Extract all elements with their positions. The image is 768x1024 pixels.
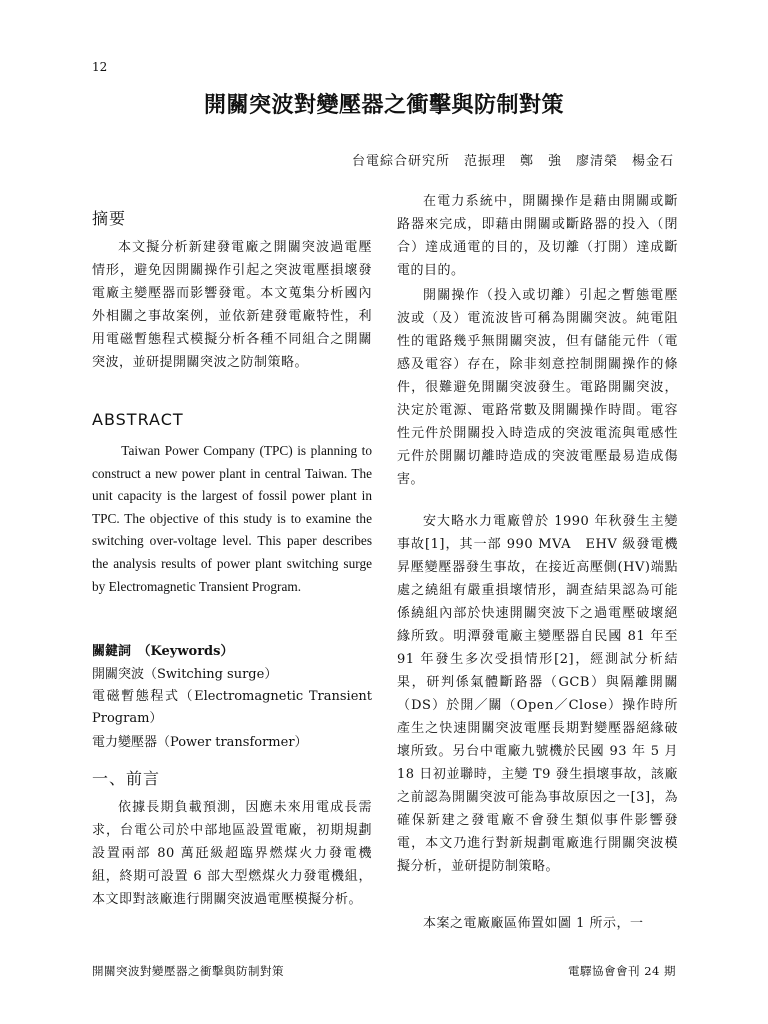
abstract-zh-heading: 摘要: [92, 209, 127, 228]
keyword-item: 電磁暫態程式（Electromagnetic Transient Program）: [92, 689, 372, 726]
intro-text: 依據長期負載預測，因應未來用電成長需求，台電公司於中部地區設置電廠，初期規劃設置兩部 80 萬瓩級超臨界燃煤火力發電機組，終期可設置 6 部大型燃煤火力發電機組，本文即對該廠進行開關突波過電壓模擬分析。: [92, 800, 372, 907]
abstract-en-text: Taiwan Power Company (TPC) is planning to construct a new power plant in central Taiwan. The unit capacity is the largest of fossil power plant in TPC. The objective of this study is to examine the switching over-voltage level. This paper describes the analysis results of power plant switching surge by Electromagnetic Transient Program.: [92, 443, 372, 594]
page-number: 12: [92, 60, 108, 74]
abstract-zh-text: 本文擬分析新建發電廠之開關突波過電壓情形，避免因開關操作引起之突波電壓損壞發電廠主變壓器而影響發電。本文蒐集分析國內外相關之事故案例，並依新建發電廠特性，利用電磁暫態程式模擬分析各種不同組合之開關突波，並研提開關突波之防制策略。: [92, 240, 372, 370]
author-line: 台電綜合研究所 范振理 鄭 強 廖清榮 楊金石: [351, 154, 674, 169]
body-paragraph: 安大略水力電廠曾於 1990 年秋發生主變事故[1]，其一部 990 MVA EHV 級發電機昇壓變壓器發生事故，在接近高壓側(HV)端點處之繞組有嚴重損壞情形，調查結果認為可能係繞組內部於快速開關突波下之過電壓破壞絕緣所致。明潭發電廠主變壓器自民國 81 年至 91 年發生多次受損情形[2]，經測試分析結果，研判係氣體斷路器（GCB）與隔離開關（DS）於開／關（Open／Close）操作時所產生之快速開關突波電壓長期對變壓器絕緣破壞所致。另台中電廠九號機於民國 93 年 5 月 18 日初並聯時，主變 T9 發生損壞事故，該廠之前認為開關突波可能為事故原因之一[3]，為確保新建之發電廠不會發生類似事件影響發電，本文乃進行對新規劃電廠進行開關突波模擬分析，並研提防制策略。: [397, 514, 678, 874]
body-paragraph: 本案之電廠廠區佈置如圖 1 所示，一: [423, 916, 644, 931]
keyword-item: 開關突波（Switching surge）: [92, 667, 278, 682]
intro-heading: 一、前言: [92, 769, 161, 788]
body-paragraph: 開關操作（投入或切離）引起之暫態電壓波或（及）電流波皆可稱為開關突波。純電阻性的電路幾乎無開關突波，但有儲能元件（電感及電容）存在，除非刻意控制開關操作的條件，很難避免開關突波發生。電路開關突波，決定於電源、電路常數及開關操作時間。電容性元件於開關投入時造成的突波電流與電感性元件於開關切離時造成的突波電壓最易造成傷害。: [397, 288, 678, 487]
keyword-item: 電力變壓器（Power transformer）: [92, 735, 308, 750]
body-paragraph: 在電力系統中，開關操作是藉由開關或斷路器來完成，即藉由開關或斷路器的投入（閉合）達成通電的目的，及切離（打開）達成斷電的目的。: [397, 194, 678, 278]
paper-title: 開關突波對變壓器之衝擊與防制對策: [203, 93, 564, 118]
footer-right: 電驛協會會刊 24 期: [568, 964, 676, 978]
keywords-heading: 關鍵詞 （Keywords）: [92, 644, 234, 659]
abstract-en-heading: ABSTRACT: [92, 410, 184, 429]
footer-left: 開關突波對變壓器之衝擊與防制對策: [92, 964, 284, 978]
